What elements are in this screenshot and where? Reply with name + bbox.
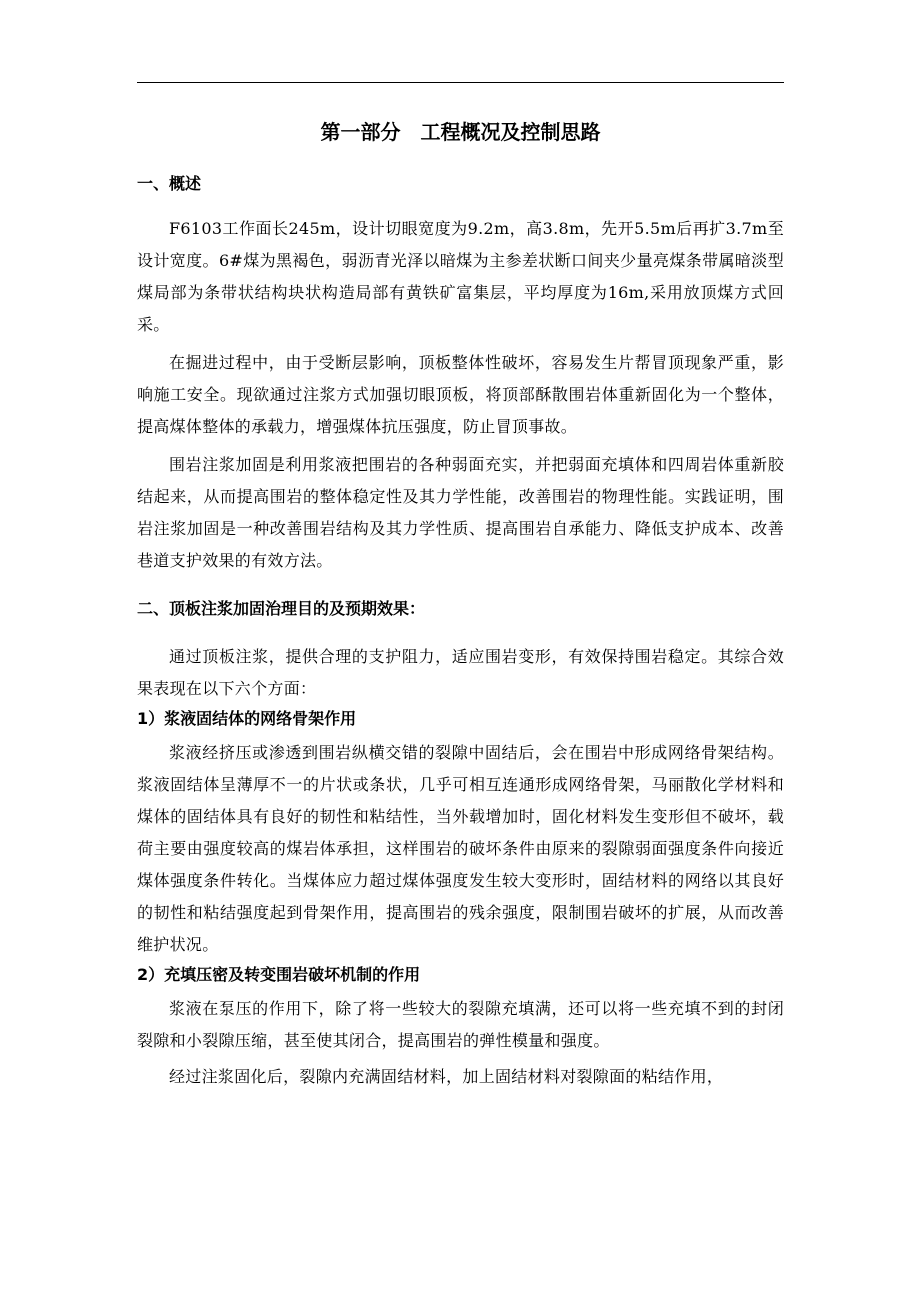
section-heading-overview: 一、概述 [137,174,202,193]
overview-paragraph-3: 围岩注浆加固是利用浆液把围岩的各种弱面充实，并把弱面充填体和四周岩体重新胶结起来，从而提高围岩的整体稳定性及其力学性能，改善围岩的物理性能。实践证明，围岩注浆加固是一种改善围岩结构及其力学性质、提高围岩自承能力、降低支护成本、改善巷道支护效果的有效方法。 [137,455,784,570]
overview-paragraph-2: 在掘进过程中，由于受断层影响，顶板整体性破坏，容易发生片帮冒顶现象严重，影响施工安全。现欲通过注浆方式加强切眼顶板，将顶部酥散围岩体重新固化为一个整体，提高煤体整体的承载力，增强煤体抗压强度，防止冒顶事故。 [137,353,784,436]
network-skeleton-paragraph: 浆液经挤压或渗透到围岩纵横交错的裂隙中固结后，会在围岩中形成网络骨架结构。浆液固结体呈薄厚不一的片状或条状，几乎可相互连通形成网络骨架，马丽散化学材料和煤体的固结体具有良好的韧性和粘结性，当外载增加时，固化材料发生变形但不破坏，载荷主要由强度较高的煤岩体承担，这样围岩的破坏条件由原来的裂隙弱面强度条件向接近煤体强度条件转化。当煤体应力超过煤体强度发生较大变形时，固结材料的网络以其良好的韧性和粘结强度起到骨架作用，提高围岩的残余强度，限制围岩破坏的扩展，从而改善维护状况。 [137,743,784,954]
fill-compaction-paragraph-2: 经过注浆固化后，裂隙内充满固结材料，加上固结材料对裂隙面的粘结作用， [169,1067,724,1086]
purpose-intro-paragraph: 通过顶板注浆，提供合理的支护阻力，适应围岩变形，有效保持围岩稳定。其综合效果表现在以下六个方面： [137,647,784,698]
section-heading-purpose: 二、顶板注浆加固治理目的及预期效果： [137,599,426,618]
subsection-heading-network-skeleton: 1）浆液固结体的网络骨架作用 [137,709,357,728]
subsection-heading-fill-compaction: 2）充填压密及转变围岩破坏机制的作用 [137,965,421,984]
header-rule [137,82,784,83]
page-title: 第一部分 工程概况及控制思路 [320,120,601,144]
overview-paragraph-1: F6103工作面长245m，设计切眼宽度为9.2m，高3.8m，先开5.5m后再扩3.7m至设计宽度。6#煤为黑褐色，弱沥青光泽以暗煤为主参差状断口间夹少量亮煤条带属暗淡型煤局部为条带状结构块状构造局部有黄铁矿富集层，平均厚度为16m,采用放顶煤方式回采。 [137,219,784,334]
document-body [137,108,784,1093]
fill-compaction-paragraph-1: 浆液在泵压的作用下，除了将一些较大的裂隙充填满，还可以将一些充填不到的封闭裂隙和小裂隙压缩，甚至使其闭合，提高围岩的弹性模量和强度。 [137,999,784,1050]
